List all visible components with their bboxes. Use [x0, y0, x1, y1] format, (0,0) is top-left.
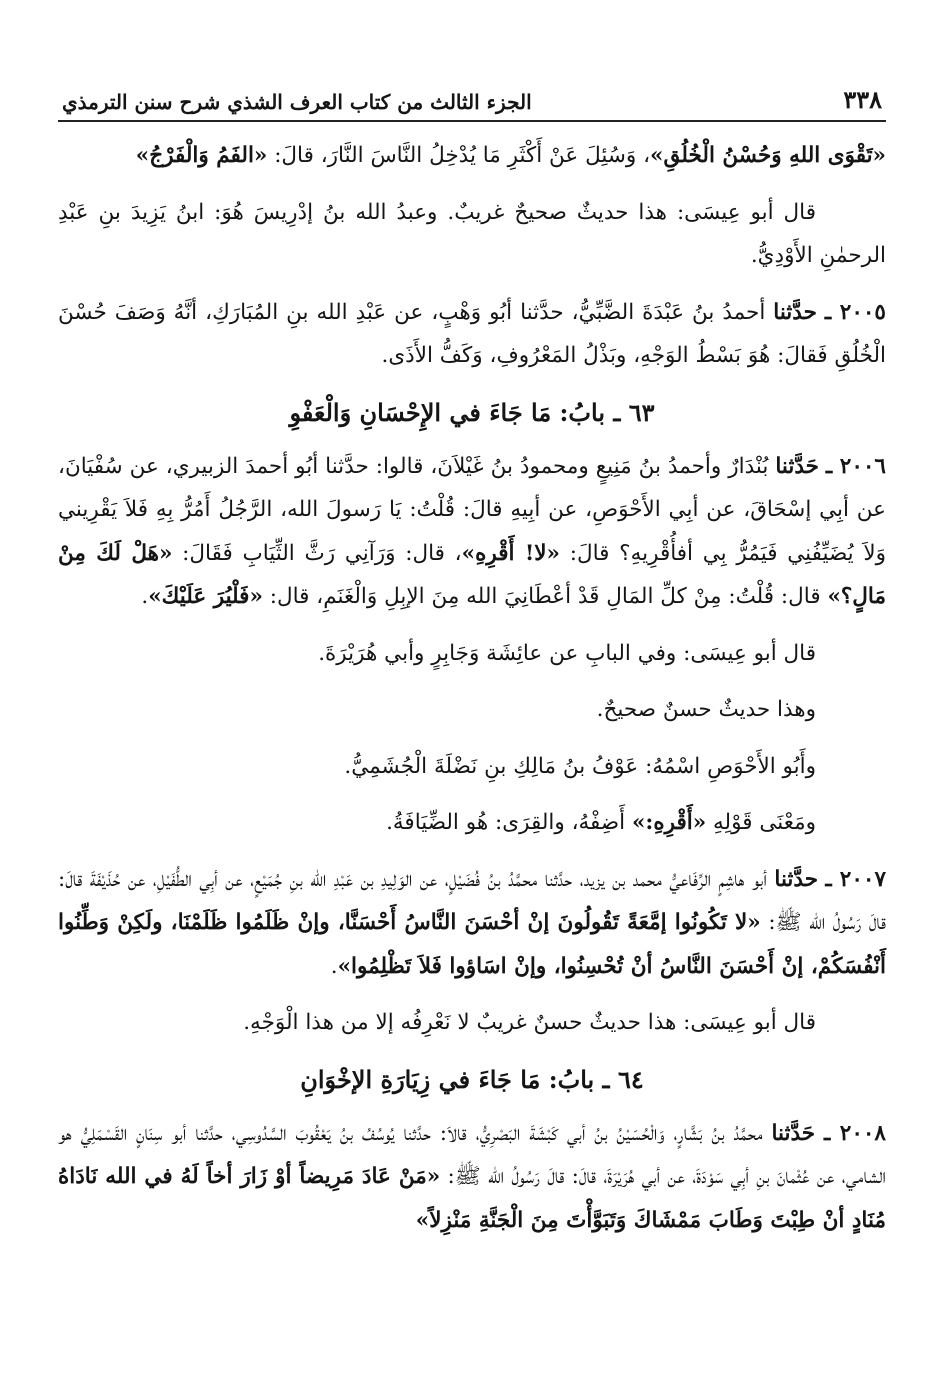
- commentary-paragraph: [58, 801, 886, 845]
- paragraph-text: قال أبو عِيسَى: هذا حديثٌ صحيحٌ غريبٌ. وعبدُ الله بنُ إدْرِيسَ هُوَ: ابنُ يَزِيدَ بنِ عَبْدِ الرحمٰنِ الأَوْدِيُّ.: [58, 199, 886, 268]
- prophetic-quote: «لا! أَقْرِهِ»: [461, 540, 560, 566]
- commentary-paragraph: [58, 632, 886, 676]
- paragraph-text: وأَبُو الأَحْوَصِ اسْمُهُ: عَوْفُ بنُ مَالِكِ بنِ نَضْلَةَ الْجُشَمِيُّ.: [344, 753, 816, 779]
- paragraph-text: ، قال: وَرَآنِي رَثَّ الثِّيَابِ فَقَالَ:: [172, 540, 462, 566]
- paragraph-continuation: [58, 134, 886, 178]
- paragraph-text: ، وَسُئِلَ عَنْ أَكْثَرِ مَا يُدْخِلُ النَّاسَ النَّارَ، قالَ:: [267, 143, 651, 168]
- commentary-paragraph: [58, 745, 886, 789]
- prophetic-quote: «مَنْ عَادَ مَرِيضاً أوْ زَارَ أخاً لَهُ في الله نَادَاهُ مُنَادٍ أنْ طِبْتَ وَطَابَ مَمْشَاكَ وَتَبَوَّأْتَ مِنَ الْجَنَّةِ مَنْزِلاً»: [58, 1164, 886, 1233]
- paragraph-text: .: [330, 953, 338, 979]
- narration-lead: حدَّثنا: [773, 299, 817, 325]
- commentary-paragraph: [58, 688, 886, 732]
- hadith-2006: [58, 445, 886, 619]
- paragraph-text: .: [141, 584, 149, 609]
- prophetic-quote: «لا تَكُونُوا إمَّعَةً تَقُولُونَ إنْ أحْسَنَ النَّاسُ أَحْسَنَّا، وإنْ ظَلَمُوا ظَلَمْنَا، ولَكِنْ وَطِّنُوا أَنْفُسَكُمْ، إنْ أَحْسَنَ النَّاسُ أنْ تُحْسِنُوا، وإنْ اسَاؤوا فَلاَ تَظْلِمُوا»: [58, 910, 886, 979]
- book-title: الجزء الثالث من كتاب العرف الشذي شرح سنن الترمذي: [62, 90, 532, 114]
- narration-lead: حدَّثنا: [774, 866, 818, 892]
- prophetic-quote: «هَلْ لَكَ مِنْ مَالٍ؟»: [58, 540, 886, 609]
- commentary-paragraph: [58, 1001, 886, 1045]
- narration-lead: حَدَّثنا: [775, 453, 819, 479]
- paragraph-text: أبو هاشِمٍ الرِّفَاعيُّ محمد بن يزيد، حدَّثنا محمَّدُ بنُ فُضَيْلٍ، عن الوَلِيدِ بن عَبْدِ الله بنِ جُمَيْعٍ، عن أبِي الطُّفَيْلِ، عن حُذَيْفَةَ قالَ: قالَ رَسُولُ الله ﷺ:: [58, 866, 886, 935]
- paragraph-text: بُنْدَارٌ وأحمدُ بنُ مَنِيعٍ ومحمودُ بنُ غَيْلاَنَ، قالوا: حدَّثنا أبُو أحمدَ الزبيري، عن سُفْيَانَ، عن أبِي إسْحَاقَ، عن أبِي الأَحْوَصِ، عن أبِيهِ قالَ: قُلْتُ: يَا رَسولَ الله، الرَّجُلُ أَمُرُّ بِهِ فَلاَ يَقْرِيني وَلاَ يُضَيِّفُنِي فَيَمُرُّ بِي أفأُقْرِيهِ؟ قالَ:: [58, 453, 886, 566]
- paragraph-text: أحمدُ بنُ عَبْدَةَ الضَّبِّيُّ، حدَّثنا أبُو وَهْبٍ، عن عَبْدِ الله بنِ المُبَارَكِ، أنَّهُ وَصَفَ حُسْنَ الْخُلُقِ فَقالَ: هُوَ بَسْطُ الوَجْهِ، وبَذْلُ المَعْرُوفِ، وَكَفُّ الأَذَى.: [58, 299, 886, 368]
- hadith-2005: [58, 291, 886, 378]
- quoted-word: «أَقْرِهِ:»: [631, 810, 707, 835]
- paragraph-text: وهذا حديثٌ حسنٌ صحيحٌ.: [596, 697, 816, 722]
- chapter-heading-63: ٦٣ ـ بابُ: مَا جَاءَ في الإِحْسَانِ وَالْعَفْوِ: [289, 397, 655, 427]
- hadith-number: ٢٠٠٦ ـ: [825, 453, 886, 479]
- prophetic-quote: «فَلْيُرَ عَلَيْكَ»: [148, 584, 263, 609]
- page-number: ٣٣٨: [843, 85, 882, 114]
- narration-lead: حَدَّثنا: [771, 1120, 816, 1146]
- hadith-2008: [58, 1112, 886, 1243]
- paragraph-text: قال أبو عِيسَى: هذا حديثٌ حسنٌ غريبٌ لا نَعْرِفُه إلا من هذا الْوَجْهِ.: [243, 1010, 816, 1035]
- paragraph-text: محمَّدُ بنُ بَشَّارٍ، وَالْحُسَيْنُ بنُ أبي كَبْشَةَ البَصْرِيُّ، قالاَ: حدَّثنا يُوسُفُ بنُ يَعْقُوبَ السَّدُوسِي، حدَّثنا أبو سِنَانٍ القَسْمَلِيُّ هو الشامي، عن عُثْمانَ بنِ أبِي سَوْدَةَ، عن أبي هُرَيْرَةَ، قالَ: قالَ رَسُولُ الله ﷺ:: [58, 1120, 886, 1189]
- hadith-number: ٢٠٠٥ ـ: [824, 299, 886, 325]
- hadith-2007: [58, 858, 886, 989]
- paragraph-text: ومَعْنَى قَوْلِهِ: [706, 810, 816, 835]
- prophetic-quote: «الفَمُ وَالْفَرْجُ»: [135, 143, 268, 168]
- paragraph-text: أَضِفْهُ، والقِرَى: هُو الضِّيَافَةُ.: [386, 810, 632, 835]
- commentary-paragraph: [58, 191, 886, 278]
- page-body: [58, 134, 886, 1242]
- chapter-heading-64: ٦٤ ـ بابُ: مَا جَاءَ في زِيَارَةِ الإخْوَانِ: [300, 1064, 644, 1094]
- hadith-number: ٢٠٠٨ ـ: [823, 1120, 886, 1146]
- paragraph-text: قال أبو عِيسَى: وفي البابِ عن عائِشَة وَجَابِرٍ وأبي هُرَيْرَةَ.: [318, 640, 816, 666]
- paragraph-text: قال: قُلْتُ: مِنْ كلِّ المَالِ قَدْ أعْطَانِيَ الله مِنَ الإبِلِ وَالْغَنَمِ، قال:: [262, 584, 828, 609]
- prophetic-quote: «تَقْوَى اللهِ وَحُسْنُ الْخُلُقِ»: [650, 143, 886, 168]
- running-header: [58, 74, 886, 122]
- hadith-number: ٢٠٠٧ ـ: [825, 866, 886, 892]
